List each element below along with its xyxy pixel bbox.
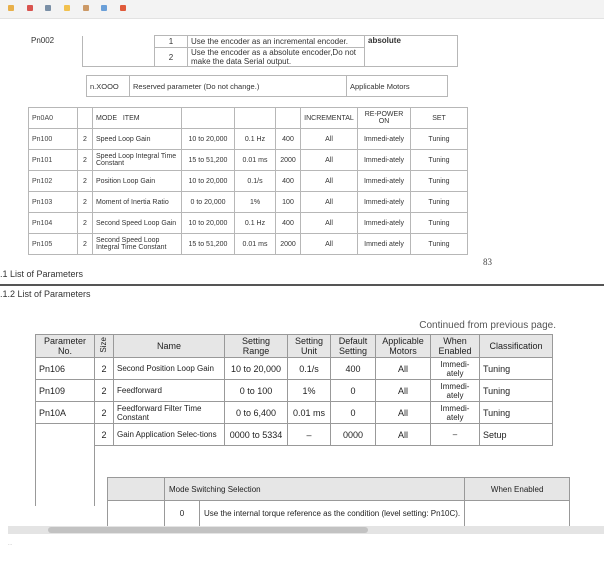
table-row: Pn104 2 Second Speed Loop Gain 10 to 20,000 0.1 Hz 400 All Immedi-ately Tuning xyxy=(29,213,468,234)
section-heading: .1 List of Parameters xyxy=(0,269,84,279)
bookmark-icon xyxy=(83,5,89,11)
table-row: Pn100 2 Speed Loop Gain 10 to 20,000 0.1 Hz 400 All Immedi-ately Tuning xyxy=(29,129,468,150)
bookmark-item[interactable] xyxy=(101,0,110,18)
bookmark-item[interactable] xyxy=(27,0,36,18)
subsection-heading: .1.2 List of Parameters xyxy=(0,289,91,299)
table-row: 2 Gain Application Selec-tions 0000 to 5334 – 0000 All – Setup xyxy=(36,424,553,446)
bookmark-item[interactable] xyxy=(64,0,73,18)
bookmark-icon xyxy=(101,5,107,11)
table-row: Pn102 2 Position Loop Gain 10 to 20,000 0.1/s 400 All Immedi-ately Tuning xyxy=(29,171,468,192)
reserved-param-table: n.XOOO Reserved parameter (Do not change.) Applicable Motors xyxy=(86,75,448,97)
bookmark-item[interactable] xyxy=(45,0,54,18)
table-row: Pn109 2 Feedforward 0 to 100 1% 0 All Immedi-ately Tuning xyxy=(36,380,553,402)
table-header-row: Mode Switching Selection When Enabled xyxy=(108,478,570,501)
encoder-table: Pn002 1 Use the encoder as an incremental encoder. absolute 2 Use the encoder as a absolute encoder,Do not make the data Serial output. xyxy=(28,35,458,67)
table-row: Pn105 2 Second Speed Loop Integral Time Constant 15 to 51,200 0.01 ms 2000 All Immedi ately Tuning xyxy=(29,234,468,255)
bookmark-icon xyxy=(45,5,51,11)
table-row: Pn10A 2 Feedforward Filter Time Constant 0 to 6,400 0.01 ms 0 All Immedi-ately Tuning xyxy=(36,402,553,424)
table-row: Pn101 2 Speed Loop Integral Time Constant 15 to 51,200 0.01 ms 2000 All Immedi-ately Tuning xyxy=(29,150,468,171)
page-number: 83 xyxy=(483,257,492,267)
bookmark-icon xyxy=(64,5,70,11)
bookmarks-bar xyxy=(0,0,604,19)
bookmark-item[interactable] xyxy=(83,0,92,18)
table-header-row: Parameter No. Size Name Setting Range Setting Unit Default Setting Applicable Motors When Enabled Classification xyxy=(36,335,553,358)
continued-note: Continued from previous page. xyxy=(419,320,556,331)
footer-text: ... xyxy=(8,541,13,547)
horizontal-scrollbar[interactable] xyxy=(8,526,604,534)
scrollbar-thumb[interactable] xyxy=(48,527,368,533)
divider xyxy=(0,284,604,286)
bookmark-item[interactable] xyxy=(8,0,17,18)
table-row: Pn103 2 Moment of Inertia Ratio 0 to 20,000 1% 100 All Immedi-ately Tuning xyxy=(29,192,468,213)
bookmark-icon xyxy=(8,5,14,11)
table-row: 0 Use the internal torque reference as the condition (level setting: Pn10C). xyxy=(108,501,570,527)
bookmark-item[interactable] xyxy=(120,0,129,18)
table-header-row: Pn0A0 MODE ITEM INCREMENTAL RE-POWER ON SET xyxy=(29,108,468,129)
bookmark-icon xyxy=(27,5,33,11)
upper-parameter-table xyxy=(28,107,468,255)
bookmark-icon xyxy=(120,5,126,11)
table-row: Pn106 2 Second Position Loop Gain 10 to 20,000 0.1/s 400 All Immedi-ately Tuning xyxy=(36,358,553,380)
param-code: Pn002 xyxy=(31,35,55,45)
nx-code: n.XOOO xyxy=(87,76,130,97)
mode-switching-table xyxy=(107,477,570,527)
